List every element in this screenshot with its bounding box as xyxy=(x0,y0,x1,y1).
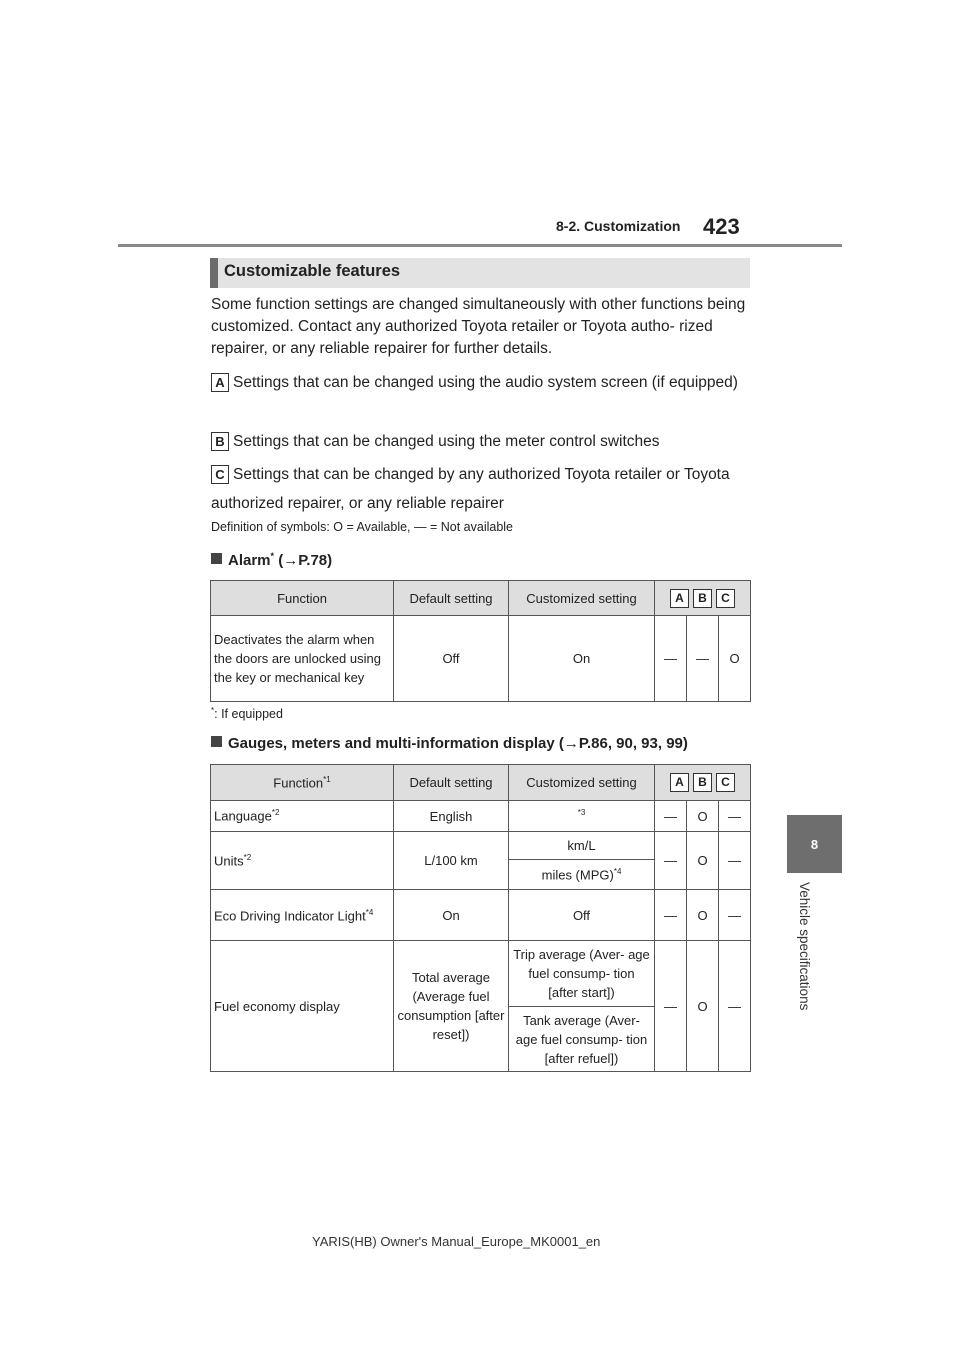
section-heading-bar xyxy=(210,258,218,288)
legend-b xyxy=(211,427,756,456)
section-heading xyxy=(210,258,750,288)
intro-paragraph: Some function settings are changed simultaneously with other functions being customized. Contact any authorized Toyota retailer or Toyota autho- rized repairer, or any reliable repairer for further details. xyxy=(211,296,746,357)
bullet-square-icon xyxy=(211,736,222,747)
table-row xyxy=(211,890,751,941)
bullet-square-icon xyxy=(211,553,222,564)
header-rule xyxy=(118,244,842,247)
cell-custom xyxy=(509,801,655,832)
cell-default: Off xyxy=(394,616,509,702)
cell-function: Deactivates the alarm when the doors are unlocked using the key or mechanical key xyxy=(211,616,394,702)
cell-function-text: Units xyxy=(214,853,244,869)
legend-c xyxy=(211,460,756,518)
legend-a-box: A xyxy=(211,373,229,392)
col-b-box: B xyxy=(693,773,712,792)
legend-b-text: Settings that can be changed using the meter control switches xyxy=(233,433,660,450)
col-b-box: B xyxy=(693,589,712,608)
cell-function-text: Eco Driving Indicator Light xyxy=(214,908,366,924)
page-number: 423 xyxy=(703,214,740,239)
col-c-box: C xyxy=(716,589,735,608)
chapter-tab-number: 8 xyxy=(810,836,819,852)
gauges-page-ref: (→P.86, 90, 93, 99) xyxy=(558,735,688,752)
cell-b: O xyxy=(687,890,719,941)
header-section-title: 8-2. Customization xyxy=(556,218,681,234)
cell-function xyxy=(211,832,394,890)
cell-function-note: *2 xyxy=(271,808,280,818)
cell-a: — xyxy=(655,616,687,702)
gauges-heading xyxy=(211,735,688,752)
table-row xyxy=(211,832,751,860)
symbol-definition: Definition of symbols: O = Available, — = Not available xyxy=(211,520,514,534)
cell-custom: Off xyxy=(509,890,655,941)
col-custom: Customized setting xyxy=(509,581,655,616)
col-abc xyxy=(655,765,751,801)
cell-default: Total average (Average fuel consumption [after reset]) xyxy=(394,941,509,1072)
cell-custom-note: *4 xyxy=(613,866,622,876)
alarm-footnote xyxy=(211,706,283,721)
footer-manual-id: YARIS(HB) Owner's Manual_Europe_MK0001_en xyxy=(312,1234,601,1249)
chapter-tab-label: Vehicle specifications xyxy=(797,882,812,1011)
cell-c: — xyxy=(719,941,751,1072)
cell-b: O xyxy=(687,832,719,890)
col-function xyxy=(211,765,394,801)
col-c-box: C xyxy=(716,773,735,792)
col-abc xyxy=(655,581,751,616)
table-header-row xyxy=(211,581,751,616)
gauges-title: Gauges, meters and multi-information display xyxy=(228,735,555,752)
alarm-heading xyxy=(211,551,332,569)
legend-b-box: B xyxy=(211,432,229,451)
cell-custom: Tank average (Aver- age fuel consump- tion [after refuel]) xyxy=(509,1007,655,1072)
cell-b: O xyxy=(687,941,719,1072)
cell-default: English xyxy=(394,801,509,832)
cell-custom-text: miles (MPG) xyxy=(541,867,614,883)
table-header-row xyxy=(211,765,751,801)
cell-custom xyxy=(509,860,655,890)
cell-custom: On xyxy=(509,616,655,702)
legend-a-text: Settings that can be changed using the audio system screen (if equipped) xyxy=(233,374,738,391)
footnote-text: : If equipped xyxy=(214,707,283,722)
cell-default: On xyxy=(394,890,509,941)
col-function-note: *1 xyxy=(323,774,331,784)
cell-b: O xyxy=(687,801,719,832)
table-row xyxy=(211,616,751,702)
cell-function xyxy=(211,801,394,832)
alarm-title: Alarm xyxy=(228,552,271,569)
legend-c-box: C xyxy=(211,465,229,484)
cell-c: — xyxy=(719,801,751,832)
cell-a: — xyxy=(655,941,687,1072)
cell-c: — xyxy=(719,890,751,941)
col-custom: Customized setting xyxy=(509,765,655,801)
col-function: Function xyxy=(211,581,394,616)
cell-function-text: Language xyxy=(214,808,272,824)
cell-a: — xyxy=(655,801,687,832)
cell-custom-note: *3 xyxy=(577,808,586,818)
col-default: Default setting xyxy=(394,765,509,801)
cell-function-note: *2 xyxy=(243,852,252,862)
col-a-box: A xyxy=(670,773,689,792)
cell-a: — xyxy=(655,832,687,890)
cell-default: L/100 km xyxy=(394,832,509,890)
col-default: Default setting xyxy=(394,581,509,616)
legend-a xyxy=(211,368,756,397)
col-a-box: A xyxy=(670,589,689,608)
alarm-table xyxy=(210,580,751,702)
col-function-label: Function xyxy=(273,775,324,791)
chapter-tab-label-wrap xyxy=(796,882,812,1032)
cell-b: — xyxy=(687,616,719,702)
footnote-mark: * xyxy=(211,706,215,715)
legend-c-text: Settings that can be changed by any authorized Toyota retailer or Toyota authorized repairer, or any reliable repairer xyxy=(211,466,730,512)
table-row xyxy=(211,801,751,832)
alarm-title-mark: * xyxy=(270,551,275,561)
cell-function xyxy=(211,890,394,941)
cell-a: — xyxy=(655,890,687,941)
gauges-table xyxy=(210,764,751,1072)
section-heading-text: Customizable features xyxy=(224,262,401,280)
cell-custom: km/L xyxy=(509,832,655,860)
cell-custom: Trip average (Aver- age fuel consump- tion [after start]) xyxy=(509,941,655,1007)
alarm-page-ref: (→P.78) xyxy=(278,552,333,569)
cell-function-note: *4 xyxy=(365,908,374,918)
cell-c: O xyxy=(719,616,751,702)
table-row xyxy=(211,941,751,1007)
cell-function: Fuel economy display xyxy=(211,941,394,1072)
cell-c: — xyxy=(719,832,751,890)
